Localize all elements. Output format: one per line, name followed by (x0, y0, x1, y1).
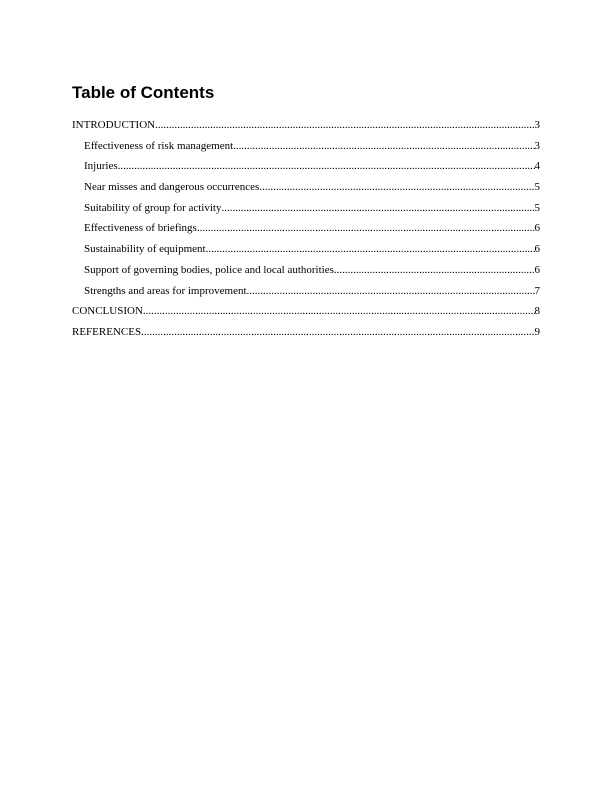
toc-entry-label: CONCLUSION (72, 305, 143, 318)
toc-entry-near-misses[interactable] (72, 177, 540, 198)
toc-dot-leader (206, 239, 535, 260)
toc-entry-page-number: 6 (534, 263, 540, 276)
toc-entry-conclusion[interactable] (72, 301, 540, 322)
toc-entry-label: INTRODUCTION (72, 119, 156, 131)
toc-entry-sustainability-of-equipment[interactable] (72, 239, 540, 260)
toc-dot-leader (233, 136, 534, 157)
toc-entry-references[interactable] (72, 322, 540, 343)
toc-entry-label: Strengths and areas for improvement (84, 284, 247, 297)
toc-entry-effectiveness-of-risk-management[interactable] (72, 136, 540, 157)
toc-entry-page-number: 4 (534, 160, 540, 173)
toc-entry-label: Support of governing bodies, police and local authorities (84, 263, 334, 276)
toc-entry-page-number: 6 (534, 222, 540, 235)
toc-entry-label: Injuries (84, 160, 118, 173)
toc-entry-label: Effectiveness of briefings (84, 222, 197, 235)
toc-dot-leader (334, 260, 535, 281)
toc-dot-leader (118, 156, 535, 177)
toc-entry-page-number: 7 (534, 284, 540, 297)
toc-dot-leader (141, 322, 534, 343)
toc-entry-label: Suitability of group for activity (84, 201, 222, 214)
table-of-contents (72, 115, 540, 343)
toc-dot-leader (221, 198, 534, 219)
toc-entry-page-number: 3 (534, 119, 540, 131)
toc-dot-leader (155, 115, 534, 136)
toc-entry-support-of-governing-bodies[interactable] (72, 260, 540, 281)
toc-entry-label: REFERENCES (72, 325, 142, 338)
toc-entry-injuries[interactable] (72, 156, 540, 177)
toc-dot-leader (143, 301, 535, 322)
toc-entry-suitability-of-group[interactable] (72, 198, 540, 219)
toc-entry-page-number: 5 (534, 201, 540, 214)
toc-dot-leader (197, 218, 535, 239)
toc-entry-page-number: 6 (534, 243, 540, 256)
toc-entry-label: Sustainability of equipment (84, 243, 206, 256)
toc-entry-page-number: 9 (534, 325, 540, 338)
toc-entry-strengths-and-areas[interactable] (72, 281, 540, 302)
toc-entry-page-number: 5 (534, 181, 540, 194)
toc-entry-label: Near misses and dangerous occurrences (84, 181, 260, 194)
toc-heading: Table of Contents (72, 83, 215, 102)
toc-entry-page-number: 3 (534, 139, 540, 152)
toc-entry-introduction[interactable] (72, 115, 540, 136)
toc-dot-leader (247, 281, 535, 302)
toc-entry-page-number: 8 (534, 305, 540, 318)
toc-entry-effectiveness-of-briefings[interactable] (72, 218, 540, 239)
toc-entry-label: Effectiveness of risk management (84, 139, 234, 152)
toc-dot-leader (259, 177, 534, 198)
